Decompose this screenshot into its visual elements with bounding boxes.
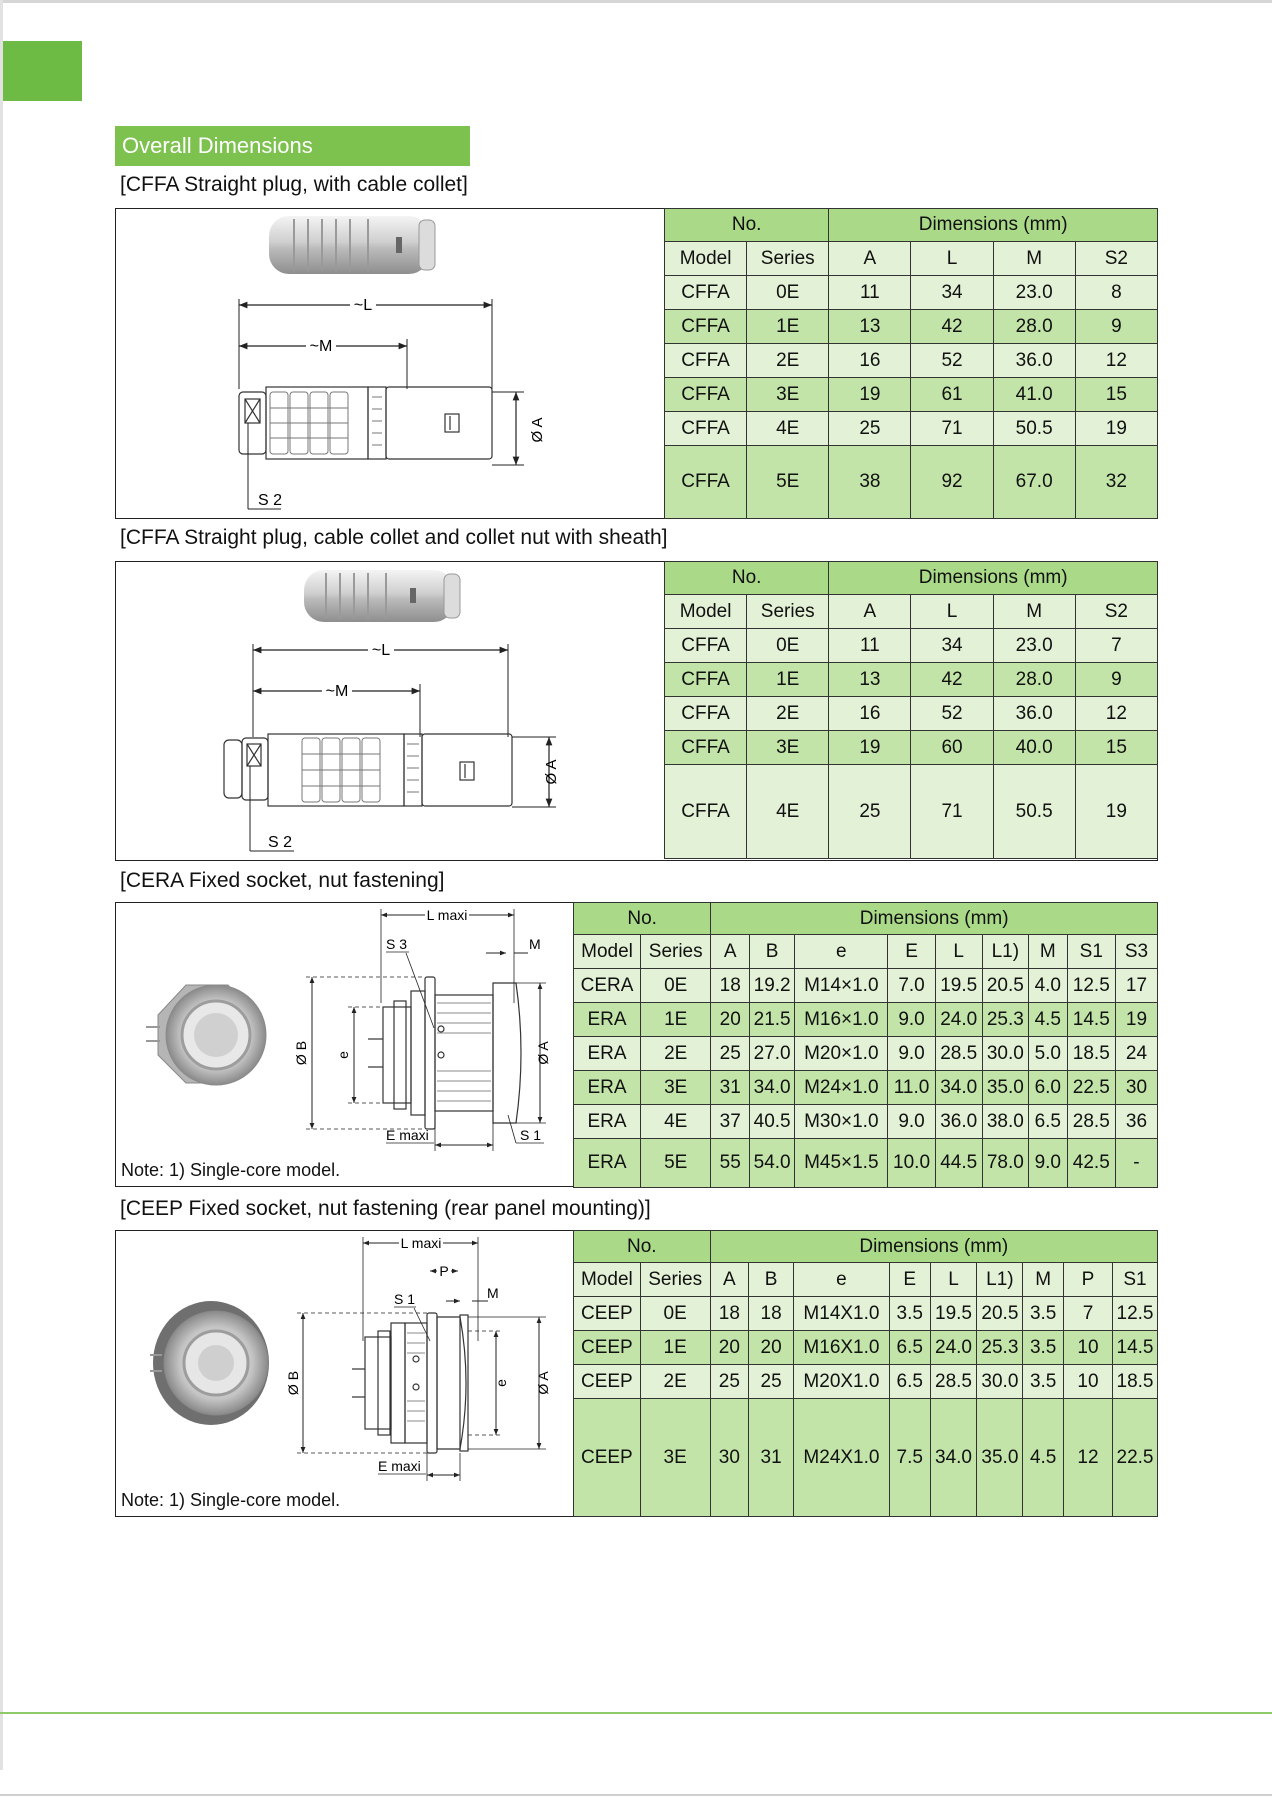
table-cell: 22.5 — [1067, 1071, 1115, 1105]
dim-label-emax: E maxi — [386, 1127, 429, 1143]
bottom-border — [0, 1794, 1272, 1796]
table-cell: 1E — [747, 310, 829, 344]
table-row — [665, 765, 1158, 859]
column-header: S1 — [1113, 1263, 1158, 1297]
table-cell: 61 — [911, 378, 993, 412]
table-cell: 41.0 — [993, 378, 1075, 412]
dim-label-lmax: L maxi — [400, 1235, 442, 1251]
plug-photo — [304, 570, 460, 622]
table-cell: 38 — [829, 446, 911, 519]
table-cell: 3.5 — [1023, 1297, 1064, 1331]
table-cell: M14×1.0 — [795, 969, 888, 1003]
table-cell: 42 — [911, 310, 993, 344]
column-header: S3 — [1115, 935, 1157, 969]
table-cell: CEEP — [574, 1365, 641, 1399]
table-cell: CFFA — [665, 310, 747, 344]
table-cell: 42.5 — [1067, 1139, 1115, 1188]
column-header: Series — [747, 242, 829, 276]
table-cell: 18 — [710, 1297, 749, 1331]
column-header: Model — [574, 1263, 641, 1297]
table-cell: 5E — [641, 1139, 711, 1188]
dim-label-s1: S 1 — [394, 1291, 416, 1307]
table-cell: 32 — [1075, 446, 1157, 519]
table-cell: 36.0 — [993, 697, 1075, 731]
table-cell: M45×1.5 — [795, 1139, 888, 1188]
column-header: Series — [641, 935, 711, 969]
table-cell: 6.5 — [889, 1331, 930, 1365]
page-tab-marker — [3, 41, 82, 101]
dim-label-p: P — [439, 1263, 449, 1279]
table-cell: 25.3 — [977, 1331, 1023, 1365]
group-header-no: No. — [665, 209, 829, 242]
spec-block-4 — [115, 1230, 1158, 1517]
table-cell: 25 — [829, 765, 911, 859]
table-cell: 10 — [1064, 1365, 1113, 1399]
table-cell: 18 — [749, 1297, 794, 1331]
table-caption-2: [CFFA Straight plug, cable collet and collet nut with sheath] — [120, 526, 668, 549]
table-cell: CFFA — [665, 663, 747, 697]
table-cell: ERA — [574, 1003, 641, 1037]
table-cell: 11 — [829, 629, 911, 663]
column-header: M — [993, 242, 1075, 276]
table-cell: 9.0 — [888, 1037, 935, 1071]
table-cell: CEEP — [574, 1331, 641, 1365]
dim-label-a: Ø A — [543, 759, 560, 785]
table-caption-1: [CFFA Straight plug, with cable collet] — [120, 173, 468, 196]
table-cell: 18 — [711, 969, 750, 1003]
table-cell: 13 — [829, 310, 911, 344]
table-cell: 30 — [1115, 1071, 1157, 1105]
table-cell: 20 — [711, 1003, 750, 1037]
table-cell: ERA — [574, 1139, 641, 1188]
table-cell: M16×1.0 — [795, 1003, 888, 1037]
table-cell: 18.5 — [1113, 1365, 1158, 1399]
table-cell: 7.5 — [889, 1399, 930, 1517]
table-cell: 28.5 — [930, 1365, 977, 1399]
table-cell: CEEP — [574, 1399, 641, 1517]
table-row — [574, 1331, 1158, 1365]
column-header: Model — [665, 242, 747, 276]
table-cell: CFFA — [665, 276, 747, 310]
table-cell: CFFA — [665, 446, 747, 519]
table-cell: 52 — [911, 697, 993, 731]
table-cell: CFFA — [665, 697, 747, 731]
table-cell: 12 — [1075, 344, 1157, 378]
table-cell: 92 — [911, 446, 993, 519]
table-cell: 2E — [747, 344, 829, 378]
column-header: E — [889, 1263, 930, 1297]
table-cell: 25.3 — [982, 1003, 1028, 1037]
table-cell: 1E — [640, 1331, 710, 1365]
table-cell: 28.0 — [993, 310, 1075, 344]
column-header: Model — [574, 935, 641, 969]
table-cell: 0E — [641, 969, 711, 1003]
table-cell: 5E — [747, 446, 829, 519]
dim-label-m: ~M — [325, 683, 349, 700]
table-cell: 1E — [747, 663, 829, 697]
column-header: S2 — [1075, 242, 1157, 276]
dimension-table-3 — [573, 902, 1158, 1188]
connector-figure-1 — [116, 209, 665, 518]
table-cell: 2E — [747, 697, 829, 731]
group-header-no: No. — [665, 562, 829, 595]
table-row — [665, 446, 1158, 519]
table-cell: 1E — [641, 1003, 711, 1037]
table-row — [574, 1037, 1158, 1071]
table-cell: 18.5 — [1067, 1037, 1115, 1071]
dim-label-l: ~L — [371, 642, 391, 659]
footnote: Note: 1) Single-core model. — [121, 1490, 341, 1510]
table-cell: M24X1.0 — [793, 1399, 889, 1517]
table-cell: 19.2 — [750, 969, 795, 1003]
table-row — [574, 1003, 1158, 1037]
table-cell: 19 — [1075, 765, 1157, 859]
table-cell: CEEP — [574, 1297, 641, 1331]
socket-photo — [146, 985, 266, 1085]
dim-label-s1: S 1 — [520, 1127, 542, 1143]
table-cell: 28.0 — [993, 663, 1075, 697]
dimension-table-2 — [664, 561, 1158, 859]
table-cell: 4.5 — [1028, 1003, 1067, 1037]
dim-label-b: Ø B — [285, 1370, 301, 1396]
socket-photo — [150, 1301, 269, 1425]
spec-block-3 — [115, 902, 1158, 1187]
table-cell: 28.5 — [1067, 1105, 1115, 1139]
table-cell: 35.0 — [977, 1399, 1023, 1517]
table-cell: 34.0 — [750, 1071, 795, 1105]
table-cell: 21.5 — [750, 1003, 795, 1037]
table-cell: 19 — [1115, 1003, 1157, 1037]
table-cell: CFFA — [665, 378, 747, 412]
column-header: L — [935, 935, 982, 969]
table-cell: 22.5 — [1113, 1399, 1158, 1517]
table-cell: 0E — [747, 276, 829, 310]
table-cell: 52 — [911, 344, 993, 378]
column-header: M — [1028, 935, 1067, 969]
table-cell: 71 — [911, 412, 993, 446]
group-header-no: No. — [574, 903, 711, 935]
table-cell: 50.5 — [993, 765, 1075, 859]
table-row — [665, 663, 1158, 697]
table-cell: 9.0 — [1028, 1139, 1067, 1188]
table-row — [665, 276, 1158, 310]
table-row — [665, 697, 1158, 731]
table-cell: 16 — [829, 344, 911, 378]
table-cell: 20 — [710, 1331, 749, 1365]
table-cell: 19.5 — [935, 969, 982, 1003]
table-cell: 50.5 — [993, 412, 1075, 446]
table-cell: 31 — [711, 1071, 750, 1105]
footer-divider — [0, 1712, 1272, 1714]
table-cell: ERA — [574, 1105, 641, 1139]
column-header: e — [793, 1263, 889, 1297]
table-cell: 12.5 — [1067, 969, 1115, 1003]
column-header: A — [829, 242, 911, 276]
table-cell: 40.5 — [750, 1105, 795, 1139]
table-cell: M20X1.0 — [793, 1365, 889, 1399]
table-cell: 4E — [747, 412, 829, 446]
table-cell: 36.0 — [993, 344, 1075, 378]
table-cell: 6.5 — [889, 1365, 930, 1399]
group-header-dimensions: Dimensions (mm) — [829, 562, 1158, 595]
table-cell: CFFA — [665, 344, 747, 378]
table-cell: 23.0 — [993, 276, 1075, 310]
table-cell: 0E — [640, 1297, 710, 1331]
table-cell: 6.5 — [1028, 1105, 1067, 1139]
table-cell: 55 — [711, 1139, 750, 1188]
table-cell: M20×1.0 — [795, 1037, 888, 1071]
table-row — [665, 412, 1158, 446]
table-cell: 12.5 — [1113, 1297, 1158, 1331]
table-cell: 25 — [749, 1365, 794, 1399]
table-cell: 13 — [829, 663, 911, 697]
column-header: B — [750, 935, 795, 969]
table-cell: 3E — [747, 731, 829, 765]
column-header: M — [993, 595, 1075, 629]
table-row — [574, 1139, 1158, 1188]
table-cell: 16 — [829, 697, 911, 731]
table-cell: 12 — [1075, 697, 1157, 731]
group-header-dimensions: Dimensions (mm) — [711, 903, 1158, 935]
dim-label-s2: S 2 — [268, 834, 293, 851]
table-cell: 20.5 — [982, 969, 1028, 1003]
dim-label-m: ~M — [309, 338, 333, 355]
table-cell: ERA — [574, 1071, 641, 1105]
table-cell: 4E — [747, 765, 829, 859]
table-cell: 11.0 — [888, 1071, 935, 1105]
table-cell: 54.0 — [750, 1139, 795, 1188]
footnote: Note: 1) Single-core model. — [121, 1160, 341, 1180]
table-cell: 30.0 — [982, 1037, 1028, 1071]
table-cell: 2E — [641, 1037, 711, 1071]
column-header: A — [711, 935, 750, 969]
table-cell: 12 — [1064, 1399, 1113, 1517]
table-cell: 9 — [1075, 310, 1157, 344]
table-cell: 3.5 — [1023, 1365, 1064, 1399]
column-header: P — [1064, 1263, 1113, 1297]
dim-label-m: M — [487, 1285, 499, 1301]
table-cell: 14.5 — [1113, 1331, 1158, 1365]
table-cell: CFFA — [665, 629, 747, 663]
group-header-dimensions: Dimensions (mm) — [829, 209, 1158, 242]
table-cell: 30 — [710, 1399, 749, 1517]
table-cell: M16X1.0 — [793, 1331, 889, 1365]
column-header: S1 — [1067, 935, 1115, 969]
dim-label-s3: S 3 — [386, 936, 408, 952]
table-cell: CFFA — [665, 412, 747, 446]
dim-label-e: e — [335, 1051, 351, 1059]
table-cell: M24×1.0 — [795, 1071, 888, 1105]
table-cell: 28.5 — [935, 1037, 982, 1071]
column-header: L1) — [977, 1263, 1023, 1297]
column-header: A — [829, 595, 911, 629]
table-cell: 25 — [711, 1037, 750, 1071]
dimension-table-4 — [573, 1230, 1158, 1517]
table-cell: 36.0 — [935, 1105, 982, 1139]
table-cell: 9.0 — [888, 1003, 935, 1037]
table-cell: 7.0 — [888, 969, 935, 1003]
dim-label-a: Ø A — [535, 1041, 551, 1065]
table-row — [574, 1365, 1158, 1399]
table-cell: 31 — [749, 1399, 794, 1517]
group-header-no: No. — [574, 1231, 711, 1263]
table-cell: 3E — [641, 1071, 711, 1105]
group-header-dimensions: Dimensions (mm) — [710, 1231, 1157, 1263]
section-title: Overall Dimensions — [115, 126, 470, 166]
table-caption-4: [CEEP Fixed socket, nut fastening (rear panel mounting)] — [120, 1197, 651, 1220]
table-cell: - — [1115, 1139, 1157, 1188]
table-row — [665, 344, 1158, 378]
table-cell: 38.0 — [982, 1105, 1028, 1139]
table-cell: 35.0 — [982, 1071, 1028, 1105]
table-cell: 15 — [1075, 731, 1157, 765]
table-caption-3: [CERA Fixed socket, nut fastening] — [120, 869, 445, 892]
dim-label-lmax: L maxi — [426, 907, 468, 923]
table-cell: 4.0 — [1028, 969, 1067, 1003]
plug-photo — [269, 216, 435, 274]
table-cell: 0E — [747, 629, 829, 663]
table-cell: 44.5 — [935, 1139, 982, 1188]
table-cell: 40.0 — [993, 731, 1075, 765]
table-cell: 42 — [911, 663, 993, 697]
table-cell: 10.0 — [888, 1139, 935, 1188]
spec-block-2 — [115, 561, 1158, 861]
dim-label-a: Ø A — [535, 1371, 551, 1395]
dim-label-a: Ø A — [529, 417, 546, 443]
table-row — [574, 1071, 1158, 1105]
dim-label-emax: E maxi — [378, 1458, 421, 1474]
top-border — [0, 0, 1272, 3]
dim-label-b: Ø B — [293, 1040, 309, 1066]
table-cell: 3.5 — [889, 1297, 930, 1331]
table-row — [665, 629, 1158, 663]
table-cell: 24.0 — [935, 1003, 982, 1037]
table-cell: 19 — [829, 378, 911, 412]
table-cell: 6.0 — [1028, 1071, 1067, 1105]
table-row — [574, 969, 1158, 1003]
table-row — [574, 1399, 1158, 1517]
table-cell: 25 — [710, 1365, 749, 1399]
table-cell: 11 — [829, 276, 911, 310]
table-row — [574, 1297, 1158, 1331]
table-cell: 34 — [911, 629, 993, 663]
table-cell: 67.0 — [993, 446, 1075, 519]
socket-drawing — [352, 1313, 468, 1453]
table-cell: CERA — [574, 969, 641, 1003]
dimension-table-1 — [664, 208, 1158, 519]
table-cell: 4.5 — [1023, 1399, 1064, 1517]
table-cell: 19.5 — [930, 1297, 977, 1331]
socket-drawing — [368, 977, 521, 1129]
table-cell: 4E — [641, 1105, 711, 1139]
table-cell: 19 — [1075, 412, 1157, 446]
table-cell: 2E — [640, 1365, 710, 1399]
table-cell: 25 — [829, 412, 911, 446]
table-cell: 3E — [747, 378, 829, 412]
table-row — [665, 731, 1158, 765]
table-cell: 23.0 — [993, 629, 1075, 663]
table-row — [665, 310, 1158, 344]
table-cell: CFFA — [665, 731, 747, 765]
table-cell: 60 — [911, 731, 993, 765]
socket-figure-3 — [116, 903, 574, 1186]
column-header: Series — [640, 1263, 710, 1297]
table-cell: 27.0 — [750, 1037, 795, 1071]
column-header: L — [911, 595, 993, 629]
table-cell: 20.5 — [977, 1297, 1023, 1331]
dim-label-e: e — [493, 1379, 509, 1387]
dim-label-m: M — [529, 936, 541, 952]
table-cell: 9.0 — [888, 1105, 935, 1139]
left-border — [0, 0, 3, 1770]
column-header: Model — [665, 595, 747, 629]
table-cell: 19 — [829, 731, 911, 765]
table-cell: ERA — [574, 1037, 641, 1071]
column-header: E — [888, 935, 935, 969]
table-row — [665, 378, 1158, 412]
column-header: B — [749, 1263, 794, 1297]
table-cell: 10 — [1064, 1331, 1113, 1365]
table-cell: 9 — [1075, 663, 1157, 697]
connector-figure-2 — [116, 562, 665, 860]
table-cell: 3.5 — [1023, 1331, 1064, 1365]
table-cell: 78.0 — [982, 1139, 1028, 1188]
table-cell: 7 — [1064, 1297, 1113, 1331]
column-header: M — [1023, 1263, 1064, 1297]
table-cell: 3E — [640, 1399, 710, 1517]
table-cell: 34.0 — [930, 1399, 977, 1517]
table-cell: 20 — [749, 1331, 794, 1365]
table-row — [574, 1105, 1158, 1139]
table-cell: 36 — [1115, 1105, 1157, 1139]
table-cell: 24.0 — [930, 1331, 977, 1365]
table-cell: 5.0 — [1028, 1037, 1067, 1071]
table-cell: CFFA — [665, 765, 747, 859]
table-cell: 37 — [711, 1105, 750, 1139]
table-cell: 15 — [1075, 378, 1157, 412]
column-header: Series — [747, 595, 829, 629]
table-cell: 24 — [1115, 1037, 1157, 1071]
table-cell: 14.5 — [1067, 1003, 1115, 1037]
column-header: L — [911, 242, 993, 276]
dim-label-l: ~L — [353, 297, 373, 314]
column-header: L1) — [982, 935, 1028, 969]
table-cell: 7 — [1075, 629, 1157, 663]
column-header: S2 — [1075, 595, 1157, 629]
column-header: L — [930, 1263, 977, 1297]
dim-label-s2: S 2 — [258, 492, 283, 509]
table-cell: 30.0 — [977, 1365, 1023, 1399]
column-header: A — [710, 1263, 749, 1297]
table-cell: 71 — [911, 765, 993, 859]
table-cell: 34.0 — [935, 1071, 982, 1105]
table-cell: M30×1.0 — [795, 1105, 888, 1139]
table-cell: 34 — [911, 276, 993, 310]
table-cell: 17 — [1115, 969, 1157, 1003]
spec-block-1 — [115, 208, 1158, 519]
column-header: e — [795, 935, 888, 969]
table-cell: 8 — [1075, 276, 1157, 310]
table-cell: M14X1.0 — [793, 1297, 889, 1331]
socket-figure-4 — [116, 1231, 574, 1516]
